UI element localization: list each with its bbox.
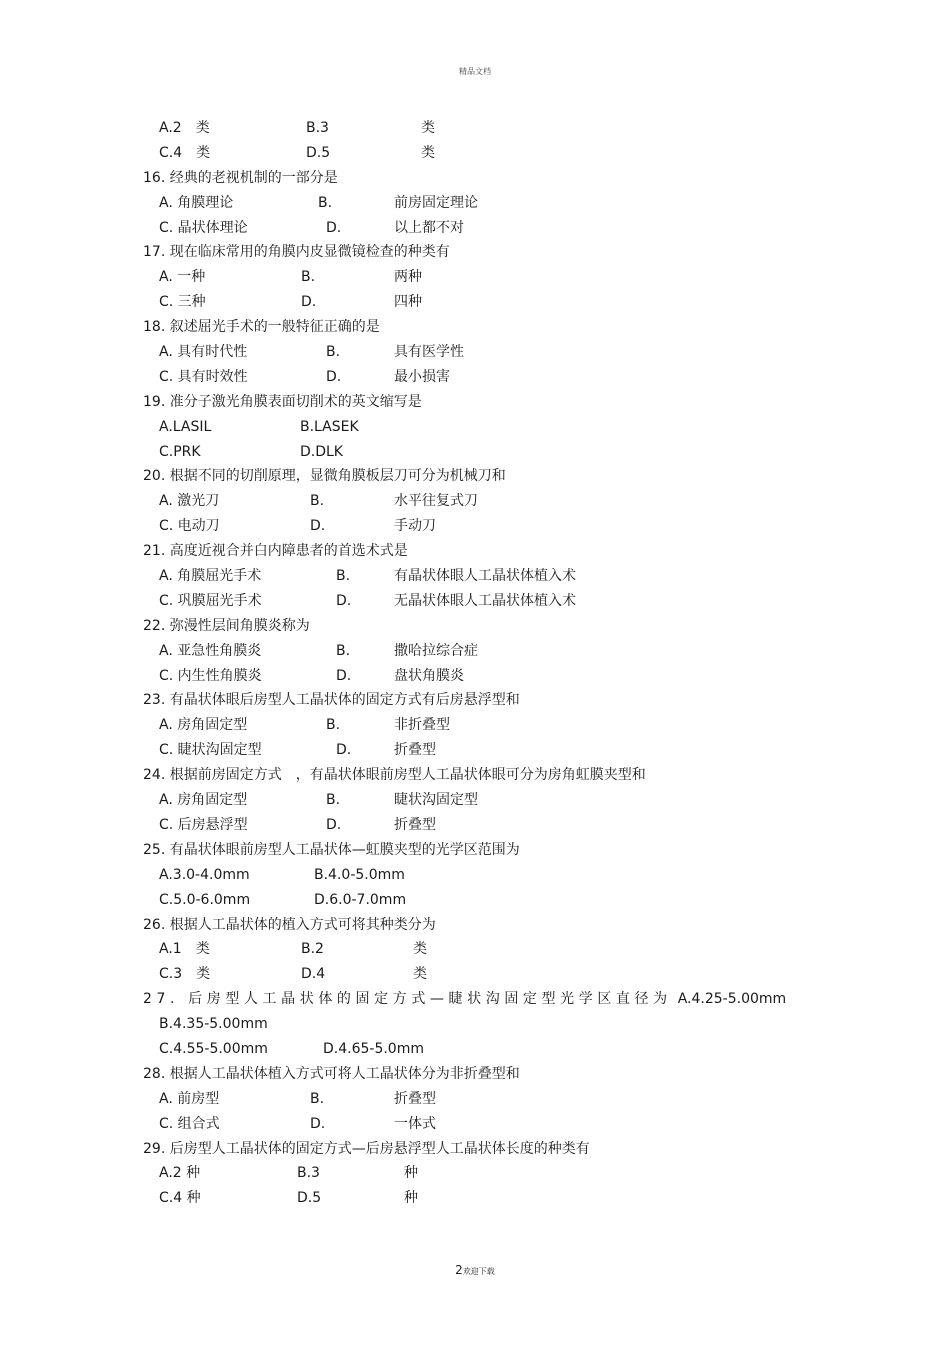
- option-b: B.2: [301, 941, 324, 958]
- question-text: 17. 现在临床常用的角膜内皮显微镜检查的种类有: [143, 244, 450, 261]
- option-line: [143, 440, 823, 465]
- option-a: C.3 类: [159, 966, 211, 983]
- option-a: C. 组合式: [159, 1115, 220, 1132]
- option-line: [143, 489, 823, 514]
- option-line: [143, 962, 823, 987]
- option-a: A.LASIL: [159, 418, 212, 435]
- option-a: A. 激光刀: [159, 493, 220, 510]
- option-b: D.: [326, 219, 342, 236]
- option-a: A.1 类: [159, 941, 210, 958]
- option-b: B.: [326, 792, 341, 809]
- option-b: D.: [336, 742, 352, 759]
- option-c: 以上都不对: [394, 219, 464, 236]
- option-c: 类: [413, 966, 427, 983]
- option-line: [143, 340, 823, 365]
- question-line: [143, 763, 823, 788]
- option-line: [143, 265, 823, 290]
- question-text: 25. 有晶状体眼前房型人工晶状体—虹膜夹型的光学区范围为: [143, 841, 520, 858]
- option-c: 手动刀: [394, 518, 436, 535]
- question-line: [143, 390, 823, 415]
- question-line: [143, 1137, 823, 1162]
- question-text: 19. 准分子激光角膜表面切削术的英文缩写是: [143, 393, 422, 410]
- option-a: A.3.0-4.0mm: [159, 866, 250, 883]
- option-c: 无晶状体眼人工晶状体植入术: [394, 592, 576, 609]
- option-b: B.: [336, 642, 351, 659]
- option-c: 种: [404, 1165, 418, 1182]
- question-text: 20. 根据不同的切削原理，显微角膜板层刀可分为机械刀和: [143, 468, 506, 485]
- option-b: B.3: [306, 120, 329, 136]
- option-line: [143, 813, 823, 838]
- option-b: B.: [310, 493, 325, 510]
- question-text: 26. 根据人工晶状体的植入方式可将其种类分为: [143, 916, 436, 933]
- question-line: [143, 539, 823, 564]
- option-a: C.4 种: [159, 1190, 201, 1207]
- question-text: 24. 根据前房固定方式 ，有晶状体眼前房型人工晶状体眼可分为房角虹膜夹型和: [143, 767, 646, 784]
- option-line: [143, 216, 823, 241]
- option-a: C.4.55-5.00mm: [159, 1040, 268, 1057]
- option-a: A. 亚急性角膜炎: [159, 642, 262, 659]
- question-line: [143, 987, 823, 1012]
- option-c: 一体式: [394, 1115, 436, 1132]
- option-b: D.: [326, 368, 342, 385]
- option-a: C. 内生性角膜炎: [159, 667, 262, 684]
- option-c: 水平往复式刀: [394, 493, 478, 510]
- option-a: A. 房角固定型: [159, 792, 248, 809]
- option-a: C.4 类: [159, 144, 211, 161]
- option-a: C.PRK: [159, 443, 201, 460]
- option-line: [143, 589, 823, 614]
- option-a: C. 晶状体理论: [159, 219, 248, 236]
- option-c: 睫状沟固定型: [394, 792, 478, 809]
- option-b: B.: [326, 344, 341, 361]
- option-line: [143, 664, 823, 689]
- option-b: D.: [310, 1115, 326, 1132]
- option-b: D.5: [306, 144, 331, 161]
- option-b: B.: [318, 194, 333, 211]
- option-c: 折叠型: [394, 742, 436, 759]
- option-c: 两种: [394, 269, 422, 286]
- option-c: 类: [421, 144, 435, 161]
- option-b: B.3: [297, 1165, 320, 1182]
- option-b: D.4: [301, 966, 326, 983]
- question-text: 28. 根据人工晶状体植入方式可将人工晶状体分为非折叠型和: [143, 1065, 520, 1082]
- option-line: [143, 639, 823, 664]
- question-text: 22. 弥漫性层间角膜炎称为: [143, 617, 310, 634]
- option-b: D.DLK: [300, 443, 343, 460]
- page-footer: [0, 1262, 950, 1278]
- option-a: C. 巩膜屈光手术: [159, 592, 262, 609]
- option-line: [143, 1161, 823, 1186]
- option-a: A.4.25-5.00mm: [677, 991, 787, 1008]
- option-a: C. 三种: [159, 294, 206, 311]
- option-line: [143, 788, 823, 813]
- option-a: C. 睫状沟固定型: [159, 742, 262, 759]
- option-line: [143, 564, 823, 589]
- option-b: B.: [301, 269, 316, 286]
- question-line: [143, 688, 823, 713]
- option-line: [143, 1087, 823, 1112]
- option-line: [143, 415, 823, 440]
- page-number: 2: [455, 1263, 463, 1277]
- option-c: 前房固定理论: [394, 194, 478, 211]
- option-line: [143, 937, 823, 962]
- option-b: B.: [326, 717, 341, 734]
- option-c: 四种: [394, 294, 422, 311]
- option-line: [143, 713, 823, 738]
- option-b: B.4.0-5.0mm: [314, 866, 405, 883]
- option-line: [143, 1112, 823, 1137]
- option-line: [143, 1037, 823, 1062]
- option-c: 盘状角膜炎: [394, 667, 464, 684]
- option-c: 类: [421, 120, 435, 136]
- option-b: D.: [326, 816, 342, 833]
- option-a: A.2 种: [159, 1165, 201, 1182]
- question-text: 29. 后房型人工晶状体的固定方式—后房悬浮型人工晶状体长度的种类有: [143, 1140, 590, 1157]
- option-a: A. 角膜屈光手术: [159, 568, 262, 585]
- option-line: [143, 1012, 823, 1037]
- option-b: B.: [336, 568, 351, 585]
- question-line: [143, 166, 823, 191]
- option-line: [143, 290, 823, 315]
- option-b: D.5: [297, 1190, 322, 1207]
- option-b: D.4.65-5.0mm: [323, 1040, 424, 1057]
- question-text: 16. 经典的老视机制的一部分是: [143, 169, 338, 186]
- option-c: 折叠型: [394, 1090, 436, 1107]
- option-a: C. 具有时效性: [159, 368, 248, 385]
- option-c: 种: [404, 1190, 418, 1207]
- option-b: D.6.0-7.0mm: [314, 891, 407, 908]
- option-line: [143, 1186, 823, 1211]
- question-text: 18. 叙述屈光手术的一般特征正确的是: [143, 319, 380, 336]
- option-line: [143, 514, 823, 539]
- option-b: D.: [336, 592, 352, 609]
- option-a: A.2 类: [159, 120, 210, 136]
- option-b: D.: [336, 667, 352, 684]
- question-list: [143, 116, 823, 1211]
- option-c: 折叠型: [394, 816, 436, 833]
- option-b: B.: [310, 1090, 325, 1107]
- page-header: 精品文档: [459, 67, 491, 76]
- option-a: B.4.35-5.00mm: [159, 1016, 268, 1033]
- question-line: [143, 614, 823, 639]
- option-b: B.LASEK: [300, 418, 359, 435]
- option-c: 撒哈拉综合症: [394, 642, 478, 659]
- question-line: [143, 1062, 823, 1087]
- option-a: A. 一种: [159, 269, 206, 286]
- option-c: 非折叠型: [394, 717, 450, 734]
- option-b: D.: [301, 294, 317, 311]
- option-c: 有晶状体眼人工晶状体植入术: [394, 568, 576, 585]
- question-text: 21. 高度近视合并白内障患者的首选术式是: [143, 543, 408, 560]
- question-text: 23. 有晶状体眼后房型人工晶状体的固定方式有后房悬浮型和: [143, 692, 520, 709]
- option-line: [143, 191, 823, 216]
- option-c: 类: [413, 941, 427, 958]
- option-c: 最小损害: [394, 368, 450, 385]
- option-a: A. 具有时代性: [159, 344, 248, 361]
- option-a: C.5.0-6.0mm: [159, 891, 251, 908]
- option-b: D.: [310, 518, 326, 535]
- question-line: [143, 315, 823, 340]
- option-line: [143, 888, 823, 913]
- option-a: C. 电动刀: [159, 518, 220, 535]
- question-line: [143, 464, 823, 489]
- footer-text: 欢迎下载: [462, 1267, 495, 1276]
- question-line: [143, 240, 823, 265]
- option-line: [143, 738, 823, 763]
- option-a: C. 后房悬浮型: [159, 816, 248, 833]
- option-line: [143, 863, 823, 888]
- option-c: 具有医学性: [394, 344, 464, 361]
- option-a: A. 前房型: [159, 1090, 220, 1107]
- question-line: [143, 913, 823, 938]
- option-line: [143, 141, 823, 166]
- option-line: [143, 365, 823, 390]
- question-text: 27. 后房型人工晶状体的固定方式—睫状沟固定型光学区直径为: [143, 991, 672, 1008]
- option-line: [143, 116, 823, 141]
- option-a: A. 角膜理论: [159, 194, 234, 211]
- question-line: [143, 838, 823, 863]
- option-a: A. 房角固定型: [159, 717, 248, 734]
